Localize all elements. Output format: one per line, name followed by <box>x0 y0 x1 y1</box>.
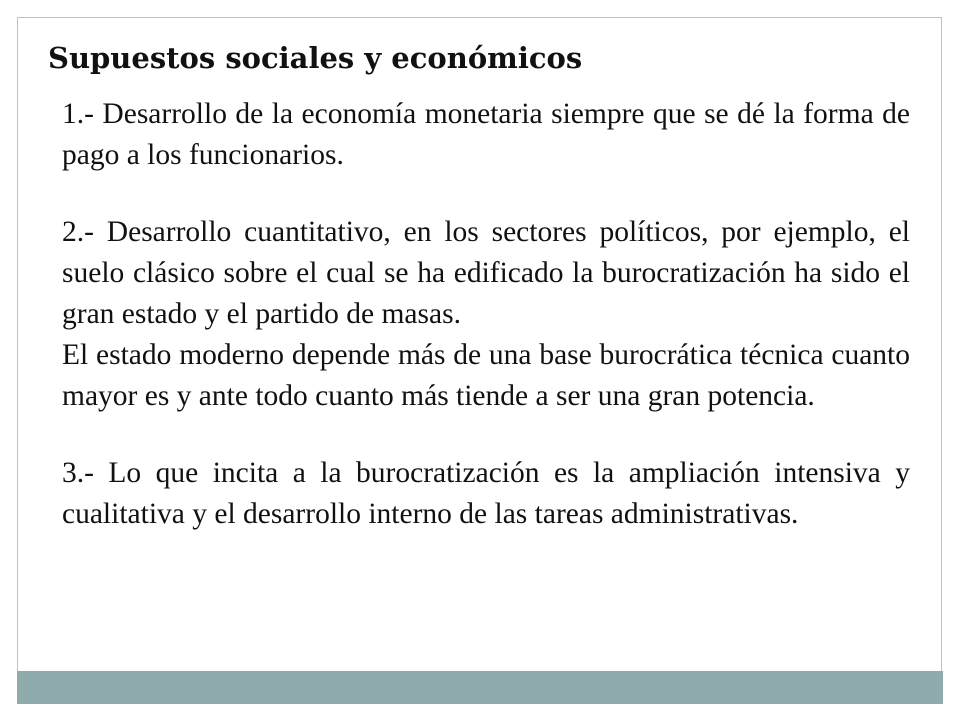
paragraph-spacer <box>62 176 910 212</box>
slide-title: Supuestos sociales y económicos <box>48 41 583 75</box>
footer-band <box>17 671 943 704</box>
paragraph-spacer <box>62 417 910 453</box>
slide-content <box>62 94 910 535</box>
paragraph-4: 3.- Lo que incita a la burocratización es la ampliación intensiva y cualitativa y el desarrollo interno de las tareas administrativas. <box>62 457 910 530</box>
paragraph-3: El estado moderno depende más de una base burocrática técnica cuanto mayor es y ante todo cuanto más tiende a ser una gran potencia. <box>62 339 910 412</box>
paragraph-2: 2.- Desarrollo cuantitativo, en los sectores políticos, por ejemplo, el suelo clásico sobre el cual se ha edificado la burocratización ha sido el gran estado y el partido de masas. <box>62 216 910 330</box>
paragraph-1: 1.- Desarrollo de la economía monetaria siempre que se dé la forma de pago a los funcionarios. <box>62 98 910 171</box>
